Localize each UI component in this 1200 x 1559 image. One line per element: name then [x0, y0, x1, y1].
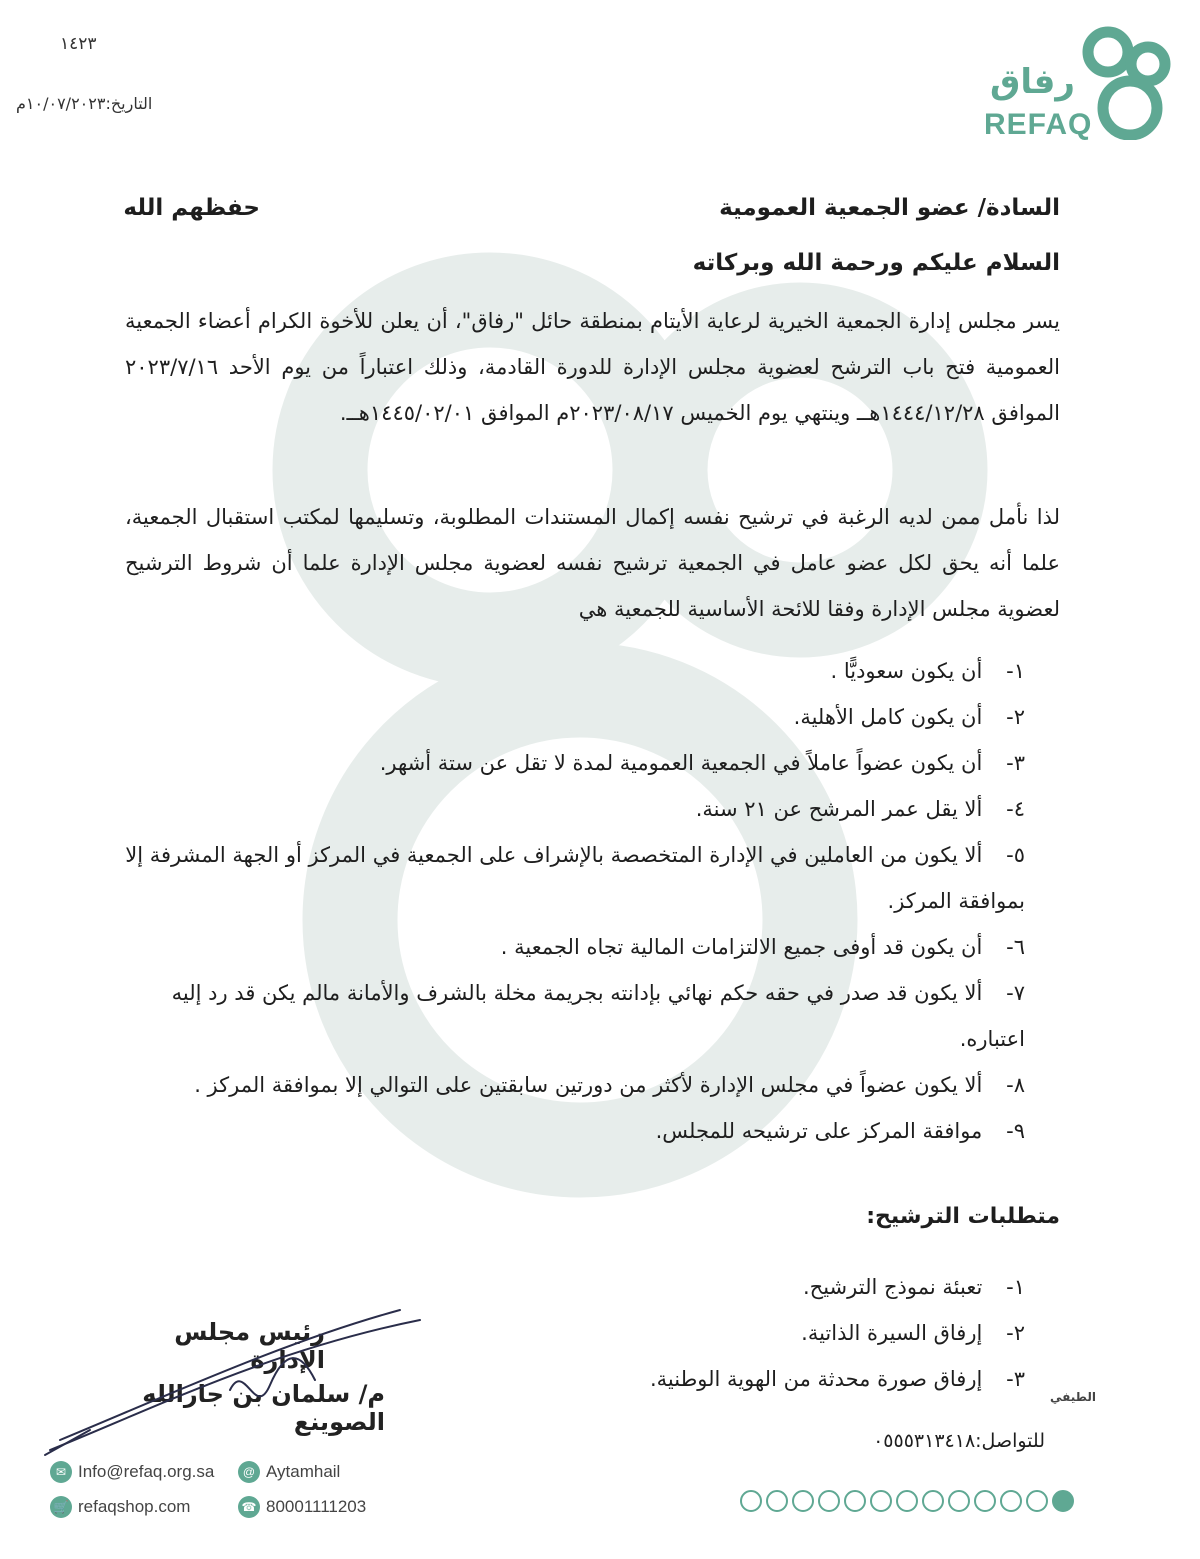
decorative-dot — [870, 1490, 892, 1512]
signatory-name: م/ سلمان بن جارالله الصوينع — [142, 1380, 385, 1436]
list-item — [125, 970, 1025, 1062]
item-number: ١- — [1006, 659, 1025, 683]
footer-shop[interactable] — [50, 1496, 190, 1518]
cart-icon: 🛒 — [50, 1496, 72, 1518]
instructions-paragraph: لذا نأمل ممن لديه الرغبة في ترشيح نفسه إكمال المستندات المطلوبة، وتسليمها لمكتب استقبال الجمعية، علما أنه يحق لكل عضو عامل في الجمعية ترشيح نفسه لعضوية مجلس الإدارة علما أن شروط الترشيح لعضوية مجلس الإدارة وفقا للائحة الأساسية للجمعية هي — [125, 505, 1060, 621]
conditions-list — [125, 648, 1025, 1154]
item-text: ألا يكون من العاملين في الإدارة المتخصصة بالإشراف على الجمعية في المركز أو الجهة المشرفة إلا بموافقة المركز. — [125, 843, 1025, 913]
item-number: ١- — [1006, 1275, 1025, 1299]
refaq-logo — [980, 20, 1175, 140]
item-text: أن يكون كامل الأهلية. — [793, 705, 983, 729]
item-text: موافقة المركز على ترشيحه للمجلس. — [655, 1119, 983, 1143]
list-item — [125, 832, 1025, 924]
list-item — [125, 924, 1025, 970]
decorative-dot — [1052, 1490, 1074, 1512]
item-text: أن يكون سعوديًّا . — [830, 659, 983, 683]
decorative-dot — [1000, 1490, 1022, 1512]
recipient-line: السادة/ عضو الجمعية العمومية — [719, 195, 1060, 221]
contact-phone: للتواصل:٠٥٥٥٣١٣٤١٨ — [873, 1430, 1045, 1452]
item-number: ٢- — [1006, 705, 1025, 729]
shop-text: refaqshop.com — [78, 1497, 191, 1516]
list-item — [125, 694, 1025, 740]
honorific: حفظهم الله — [123, 195, 260, 221]
phone-icon: ☎ — [238, 1496, 260, 1518]
email-icon: ✉ — [50, 1461, 72, 1483]
phone-text: 80001111203 — [266, 1497, 367, 1516]
item-text: إرفاق السيرة الذاتية. — [801, 1321, 983, 1345]
footer-phone[interactable] — [238, 1496, 366, 1518]
item-number: ٦- — [1006, 935, 1025, 959]
decorative-dot — [740, 1490, 762, 1512]
footer-email[interactable] — [50, 1461, 214, 1483]
item-number: ٢- — [1006, 1321, 1025, 1345]
list-item — [125, 1062, 1025, 1108]
list-item — [125, 648, 1025, 694]
item-text: أن يكون قد أوفى جميع الالتزامات المالية تجاه الجمعية . — [500, 935, 983, 959]
decorative-dot — [1026, 1490, 1048, 1512]
reference-number: ١٤٢٣ — [60, 34, 97, 54]
list-item — [380, 1310, 1025, 1356]
item-number: ٥- — [1006, 843, 1025, 867]
item-number: ٧- — [1006, 981, 1025, 1005]
footer-social[interactable] — [238, 1461, 340, 1483]
list-item — [125, 740, 1025, 786]
item-text: ألا يكون قد صدر في حقه حكم نهائي بإدانته بجريمة مخلة بالشرف والأمانة مالم يكن قد رد إليه اعتباره. — [171, 981, 1025, 1051]
logo-arabic-text: رفاق — [990, 62, 1075, 102]
item-text: ألا يقل عمر المرشح عن ٢١ سنة. — [695, 797, 983, 821]
requirements-title: متطلبات الترشيح: — [866, 1204, 1060, 1229]
decorative-dot — [818, 1490, 840, 1512]
decorative-dots — [740, 1490, 1074, 1512]
item-number: ٨- — [1006, 1073, 1025, 1097]
decorative-dot — [948, 1490, 970, 1512]
logo-latin-text: REFAQ — [984, 108, 1093, 141]
item-text: ألا يكون عضواً في مجلس الإدارة لأكثر من دورتين سابقتين على التوالي إلا بموافقة المركز . — [194, 1073, 983, 1097]
item-number: ٣- — [1006, 751, 1025, 775]
list-item — [380, 1264, 1025, 1310]
social-text: Aytamhail — [266, 1462, 341, 1481]
list-item — [380, 1356, 1025, 1402]
list-item — [125, 786, 1025, 832]
item-text: أن يكون عضواً عاملاً في الجمعية العمومية لمدة لا تقل عن ستة أشهر. — [379, 751, 983, 775]
decorative-dot — [792, 1490, 814, 1512]
signatory-title: رئيس مجلس الإدارة — [174, 1318, 325, 1374]
decorative-dot — [974, 1490, 996, 1512]
item-number: ٣- — [1006, 1367, 1025, 1391]
announcement-paragraph: يسر مجلس إدارة الجمعية الخيرية لرعاية الأيتام بمنطقة حائل "رفاق"، أن يعلن للأخوة الكرام أعضاء الجمعية العمومية فتح باب الترشح لعضوية مجلس الإدارة للدورة القادمة، وذلك اعتباراً من يوم الأحد ٢٠٢٣/٧/١٦ الموافق ١٤٤٤/١٢/٢٨هــ وينتهي يوم الخميس ٢٠٢٣/٠٨/١٧م الموافق ١٤٤٥/٠٢/٠١هــ. — [125, 309, 1060, 425]
stamp-mark: الطيفي — [1050, 1390, 1096, 1404]
greeting: السلام عليكم ورحمة الله وبركاته — [692, 250, 1060, 276]
letter-date: التاريخ:١٠/٠٧/٢٠٢٣م — [16, 94, 153, 113]
email-text: Info@refaq.org.sa — [78, 1462, 215, 1481]
decorative-dot — [922, 1490, 944, 1512]
decorative-dot — [766, 1490, 788, 1512]
item-text: تعبئة نموذج الترشيح. — [802, 1275, 983, 1299]
list-item — [125, 1108, 1025, 1154]
decorative-dot — [896, 1490, 918, 1512]
handwritten-signature — [30, 1290, 430, 1460]
requirements-list — [380, 1264, 1025, 1402]
item-number: ٩- — [1006, 1119, 1025, 1143]
item-number: ٤- — [1006, 797, 1025, 821]
item-text: إرفاق صورة محدثة من الهوية الوطنية. — [649, 1367, 983, 1391]
social-icon: @ — [238, 1461, 260, 1483]
decorative-dot — [844, 1490, 866, 1512]
